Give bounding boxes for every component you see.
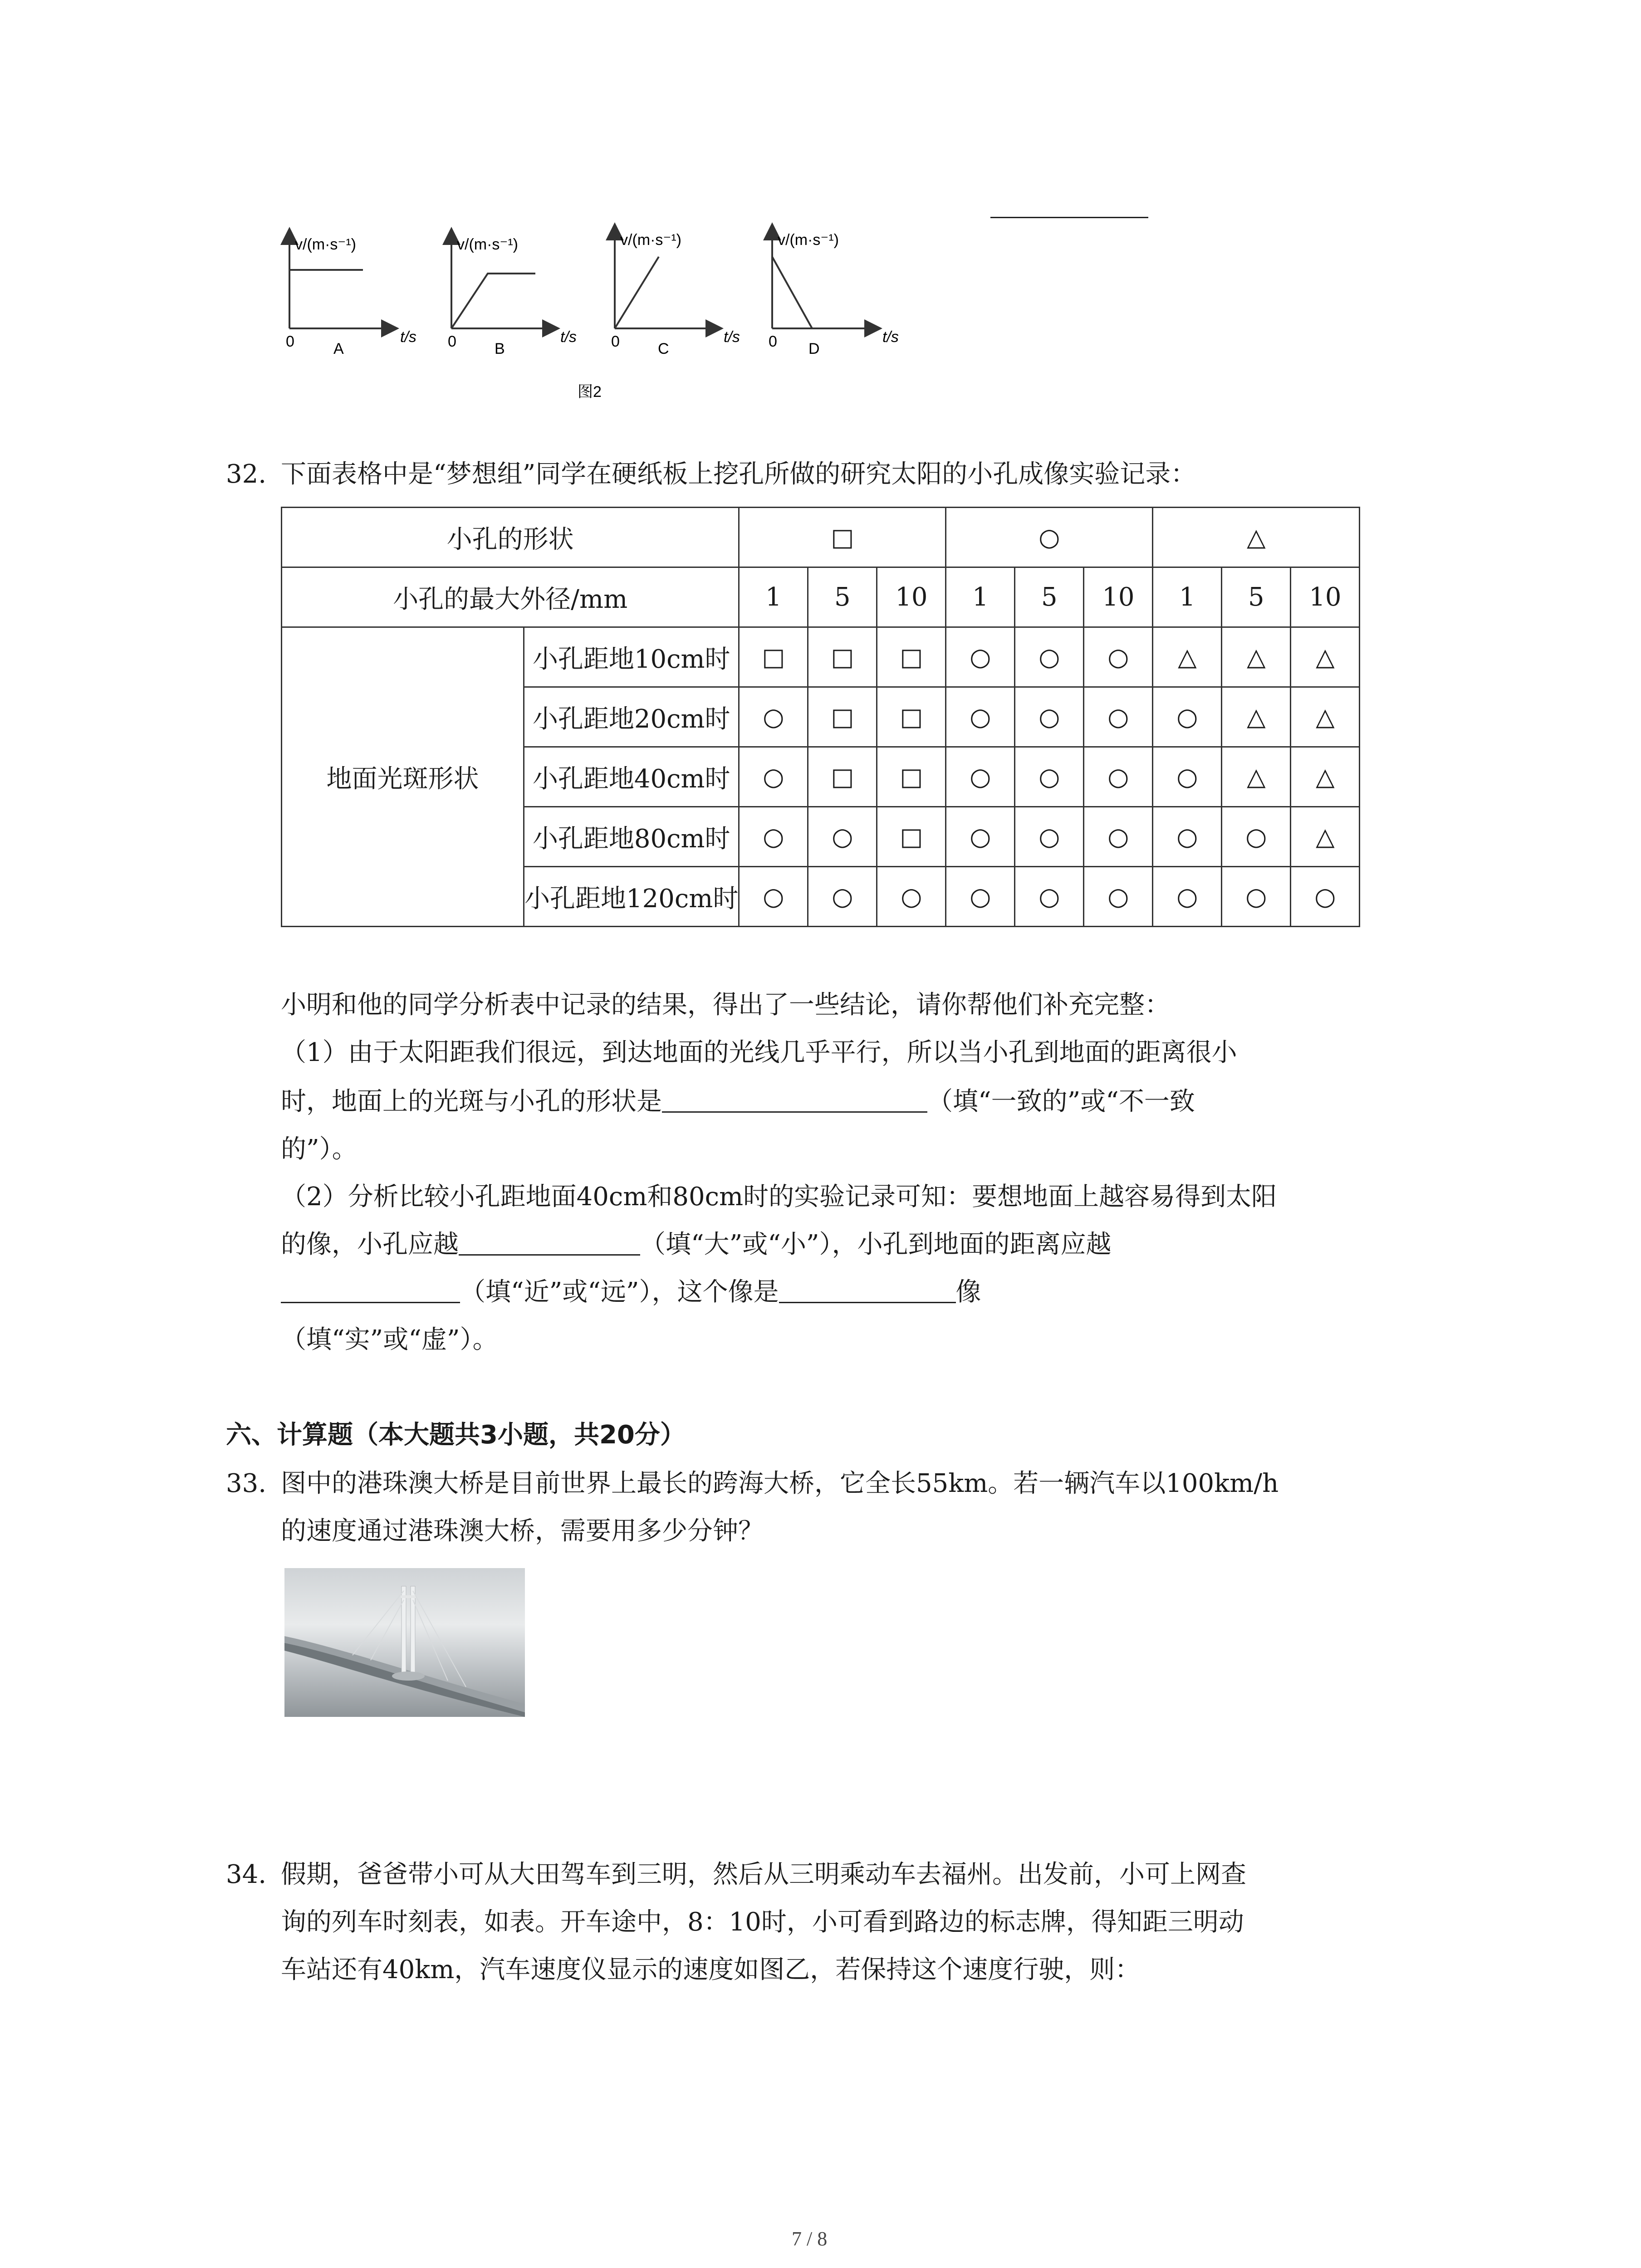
table-cell: 1 bbox=[1153, 567, 1222, 627]
table-header-diameter: 小孔的最大外径/mm bbox=[282, 567, 739, 627]
table-cell: ○ bbox=[808, 807, 877, 867]
graph-b-origin: 0 bbox=[448, 333, 456, 350]
table-cell: ○ bbox=[1015, 747, 1084, 807]
answer-blank-size bbox=[459, 1229, 640, 1256]
table-cell: ○ bbox=[739, 807, 808, 867]
graph-c-label: C bbox=[658, 340, 669, 357]
q32-p2-line4: （填“实”或“虚”）。 bbox=[281, 1325, 498, 1354]
table-cell: △ bbox=[1222, 747, 1291, 807]
table-row-label: 小孔距地80cm时 bbox=[524, 807, 739, 867]
graph-d-label: D bbox=[808, 340, 820, 357]
table-cell: ○ bbox=[1153, 867, 1222, 927]
table-row bbox=[282, 627, 1360, 687]
table-header-shape: 小孔的形状 bbox=[282, 508, 739, 567]
q34-number: 34. bbox=[226, 1860, 267, 1889]
table-cell: △ bbox=[1153, 627, 1222, 687]
table-row-label: 小孔距地120cm时 bbox=[524, 867, 739, 927]
velocity-graphs-figure bbox=[268, 213, 926, 404]
table-cell: ○ bbox=[1153, 687, 1222, 747]
pinhole-record-table bbox=[281, 507, 1360, 927]
q32-p1-text-b: （填“一致的”或“不一致 bbox=[927, 1087, 1195, 1116]
table-cell: ○ bbox=[946, 627, 1015, 687]
table-cell: □ bbox=[877, 687, 946, 747]
graph-a-origin: 0 bbox=[286, 333, 294, 350]
q32-p1-line1: （1）由于太阳距我们很远，到达地面的光线几乎平行，所以当小孔到地面的距离很小 bbox=[281, 1038, 1237, 1067]
q32-p2-line2 bbox=[281, 1228, 1112, 1261]
table-cell: □ bbox=[808, 747, 877, 807]
graph-d-origin: 0 bbox=[769, 333, 777, 350]
q32-p2-text-a: 的像，小孔应越 bbox=[281, 1230, 459, 1259]
table-cell: 10 bbox=[1084, 567, 1153, 627]
bridge-photo bbox=[284, 1568, 525, 1717]
graph-a bbox=[286, 236, 416, 357]
q32-p2-text-d: 像 bbox=[955, 1277, 981, 1307]
table-row-shape bbox=[282, 508, 1360, 567]
table-cell: □ bbox=[808, 687, 877, 747]
answer-blank-shape bbox=[662, 1086, 927, 1113]
graph-b-label: B bbox=[495, 340, 505, 357]
table-shape-triangle: △ bbox=[1153, 508, 1360, 567]
table-shape-square: □ bbox=[739, 508, 946, 567]
page-number: 7 / 8 bbox=[792, 2228, 828, 2250]
table-group-label: 地面光斑形状 bbox=[282, 627, 524, 927]
q33-line2: 的速度通过港珠澳大桥，需要用多少分钟？ bbox=[281, 1516, 764, 1546]
q33-line1: 图中的港珠澳大桥是目前世界上最长的跨海大桥，它全长55km。若一辆汽车以100km/h bbox=[281, 1469, 1279, 1498]
section-heading: 六、计算题（本大题共3小题，共20分） bbox=[226, 1420, 686, 1450]
graph-d-line bbox=[772, 257, 812, 328]
graph-c-line bbox=[615, 257, 659, 328]
table-cell: 1 bbox=[739, 567, 808, 627]
table-cell: ○ bbox=[739, 747, 808, 807]
q32-p1-line3: 的”）。 bbox=[281, 1134, 358, 1164]
table-cell: 5 bbox=[808, 567, 877, 627]
table-cell: ○ bbox=[1084, 867, 1153, 927]
table-cell: 5 bbox=[1222, 567, 1291, 627]
q32-p2-line3 bbox=[281, 1276, 981, 1309]
table-cell: △ bbox=[1291, 687, 1360, 747]
table-cell: ○ bbox=[1222, 807, 1291, 867]
table-cell: ○ bbox=[1153, 747, 1222, 807]
q32-p2-text-b: （填“大”或“小”），小孔到地面的距离应越 bbox=[640, 1230, 1112, 1259]
graph-d bbox=[769, 231, 899, 357]
table-cell: □ bbox=[877, 807, 946, 867]
table-cell: ○ bbox=[1084, 807, 1153, 867]
graph-d-xlabel: t/s bbox=[882, 328, 899, 346]
table-cell: △ bbox=[1291, 627, 1360, 687]
q32-p2-line1: （2）分析比较小孔距地面40cm和80cm时的实验记录可知：要想地面上越容易得到太阳 bbox=[281, 1182, 1277, 1212]
table-cell: △ bbox=[1222, 687, 1291, 747]
table-cell: ○ bbox=[1084, 747, 1153, 807]
graph-b-xlabel: t/s bbox=[560, 328, 577, 346]
q32-number: 32. bbox=[226, 459, 267, 489]
q34-line1: 假期，爸爸带小可从大田驾车到三明，然后从三明乘动车去福州。出发前，小可上网查 bbox=[281, 1860, 1246, 1889]
graph-b-ylabel: v/(m·s⁻¹) bbox=[457, 236, 519, 253]
q32-intro: 小明和他的同学分析表中记录的结果，得出了一些结论，请你帮他们补充完整： bbox=[281, 990, 1170, 1020]
table-cell: ○ bbox=[739, 687, 808, 747]
graph-c-xlabel: t/s bbox=[724, 328, 740, 346]
graph-a-label: A bbox=[333, 340, 344, 357]
table-cell: ○ bbox=[946, 867, 1015, 927]
q34-line2: 询的列车时刻表，如表。开车途中，8：10时，小可看到路边的标志牌，得知距三明动 bbox=[281, 1907, 1244, 1937]
table-cell: ○ bbox=[1222, 867, 1291, 927]
table-row-label: 小孔距地40cm时 bbox=[524, 747, 739, 807]
table-shape-circle: ○ bbox=[946, 508, 1153, 567]
table-cell: ○ bbox=[877, 867, 946, 927]
table-cell: ○ bbox=[808, 867, 877, 927]
answer-blank-distance bbox=[281, 1276, 460, 1303]
table-cell: ○ bbox=[1015, 867, 1084, 927]
table-cell: △ bbox=[1291, 747, 1360, 807]
table-cell: 1 bbox=[946, 567, 1015, 627]
q33-number: 33. bbox=[226, 1469, 267, 1498]
graph-a-xlabel: t/s bbox=[400, 328, 416, 346]
table-cell: ○ bbox=[1015, 627, 1084, 687]
answer-blank-top bbox=[990, 217, 1148, 218]
graph-a-ylabel: v/(m·s⁻¹) bbox=[295, 236, 357, 253]
table-cell: ○ bbox=[1015, 687, 1084, 747]
q32-p1-line2 bbox=[281, 1085, 1195, 1118]
q32-stem: 下面表格中是“梦想组”同学在硬纸板上挖孔所做的研究太阳的小孔成像实验记录： bbox=[281, 459, 1196, 489]
graph-b-line bbox=[451, 274, 535, 328]
table-cell: ○ bbox=[946, 687, 1015, 747]
table-cell: ○ bbox=[739, 867, 808, 927]
table-cell: ○ bbox=[946, 807, 1015, 867]
graph-c-ylabel: v/(m·s⁻¹) bbox=[620, 231, 682, 249]
table-row-label: 小孔距地20cm时 bbox=[524, 687, 739, 747]
graph-c bbox=[611, 231, 740, 357]
table-cell: 10 bbox=[1291, 567, 1360, 627]
bridge-illustration bbox=[284, 1568, 525, 1717]
table-cell: ○ bbox=[1084, 627, 1153, 687]
table-cell: ○ bbox=[1084, 687, 1153, 747]
table-cell: △ bbox=[1291, 807, 1360, 867]
table-cell: □ bbox=[877, 747, 946, 807]
table-cell: □ bbox=[877, 627, 946, 687]
table-cell: ○ bbox=[1015, 807, 1084, 867]
table-cell: □ bbox=[739, 627, 808, 687]
graph-d-ylabel: v/(m·s⁻¹) bbox=[778, 231, 839, 249]
q32-p2-text-c: （填“近”或“远”），这个像是 bbox=[460, 1277, 779, 1307]
table-row-diameter bbox=[282, 567, 1360, 627]
table-cell: 10 bbox=[877, 567, 946, 627]
q32-p1-text-a: 时，地面上的光斑与小孔的形状是 bbox=[281, 1087, 662, 1116]
answer-blank-image-type bbox=[779, 1276, 956, 1303]
q34-line3: 车站还有40km，汽车速度仪显示的速度如图乙，若保持这个速度行驶，则： bbox=[281, 1955, 1141, 1984]
table-cell: ○ bbox=[946, 747, 1015, 807]
graph-b bbox=[448, 236, 577, 357]
table-cell: □ bbox=[808, 627, 877, 687]
table-row-label: 小孔距地10cm时 bbox=[524, 627, 739, 687]
figure-caption: 图2 bbox=[578, 383, 602, 401]
graph-c-origin: 0 bbox=[611, 333, 620, 350]
table-cell: △ bbox=[1222, 627, 1291, 687]
table-cell: 5 bbox=[1015, 567, 1084, 627]
table-cell: ○ bbox=[1153, 807, 1222, 867]
table-cell: ○ bbox=[1291, 867, 1360, 927]
